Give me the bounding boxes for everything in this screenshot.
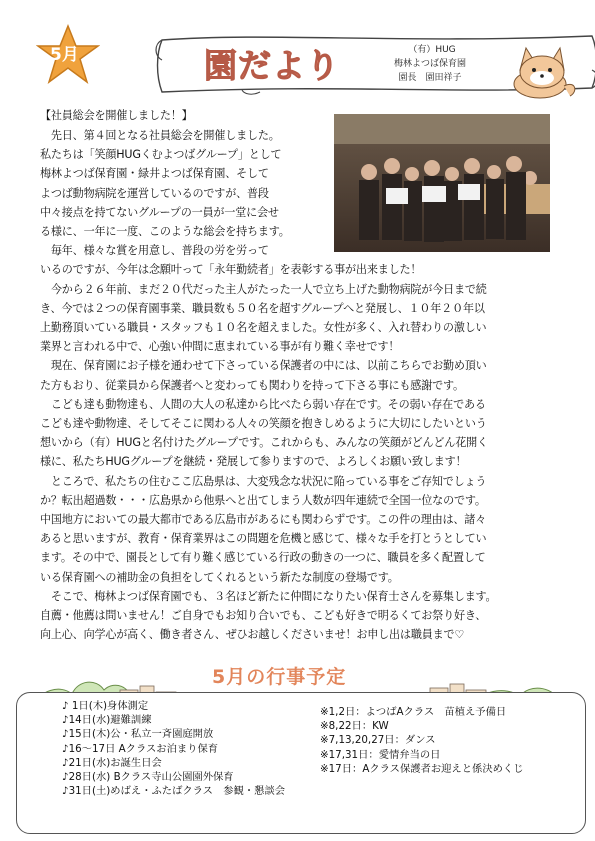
article-line: き、今では２つの保育園事業、職員数も５０名を超すグループへと発展し、１０年２０年以: [40, 301, 485, 315]
article-line: こども達も動物達も、人間の大人の私達から比べたら弱い存在です。その弱い存在である: [40, 397, 486, 411]
event-item: ♪28日(水) Bクラス寺山公園園外保育: [62, 771, 234, 783]
article-line: こども達や動物達、そしてそこに関わる人々の笑顔を抱きしめるように大切にしたいという: [40, 417, 487, 430]
event-item: ♪ 1日(木)身体測定: [62, 700, 149, 712]
article-line: ところで、私たちの住むここ広島県は、大変残念な状況に陥っている事をご存知でしょう: [40, 474, 487, 488]
article-line: 私たちは「笑顔HUGくむよつばグループ」として: [40, 148, 282, 162]
school-name: 梅林よつば保育園: [393, 59, 466, 69]
event-note: ※17日：Aクラス保護者お迎えと係決めくじ: [320, 762, 524, 775]
principal-name: 園長 園田祥子: [398, 73, 462, 83]
article-line: 業界と言われる中で、心強い仲間に恵まれている事が有り難く幸せです！: [40, 340, 400, 354]
article-heading: 【社員総会を開催しました！】: [40, 109, 193, 122]
newsletter-title: 園だより: [204, 46, 340, 85]
article-line: 毎年、様々な賞を用意し、普段の労を労って: [40, 244, 269, 258]
article-line: 向上心、向学心が高く、働き者さん、ぜひお越しくださいませ！お申し出は職員まで♡: [40, 628, 465, 642]
fox-icon: [500, 40, 580, 102]
article-line: か？転出超過数・・・広島県から他県へと出てしまう人数が四年連続で全国一位なのです。: [40, 493, 486, 507]
article-line: 今から２６年前、まだ２０代だった主人がたった一人で立ち上げた動物病院が今日まで続: [40, 282, 487, 296]
event-item: ♪14日(水)避難訓練: [62, 714, 152, 727]
article-line: 現在、保育園にお子様を通わせて下さっている保護者の中には、以前こちらでお勤め頂い: [40, 359, 487, 373]
photo-people: [334, 114, 550, 252]
article-line: そこで、梅林よつば保育園でも、３名ほど新たに仲間になりたい保育士さんを募集します。: [40, 589, 497, 603]
article-line: ます。その中で、園長として有り難く感じている行政の動きの一つに、職員を多く配置して: [40, 551, 486, 565]
event-note: ※7,13,20,27日：ダンス: [320, 734, 436, 747]
event-item: ♪21日(水)お誕生日会: [62, 756, 162, 769]
event-note: ※17,31日：愛情弁当の日: [320, 748, 441, 761]
article-line: 想いから（有）HUGと名付けたグループです。これからも、みんなの笑顔がどんどん花開く: [40, 436, 488, 450]
event-note: ※1,2日：よつばAクラス 苗植え予備日: [320, 706, 507, 718]
article-line: 様に、私たちHUGグループを継続・発展して参りますので、よろしくお願い致します！: [40, 455, 467, 469]
article-line: 自薦・他薦は問いません！ご自身でもお知り合いでも、こども好きで明るくてお祭り好き、: [40, 609, 487, 622]
article-line: 梅林よつば保育園・緑井よつば保育園、そして: [40, 167, 269, 181]
article-line: 中々接点を持てないグループの一員が一堂に会せ: [40, 205, 279, 219]
article-line: 先日、第４回となる社員総会を開催しました。: [40, 129, 280, 142]
article-line: いる保育園への補助金の負担をしてくれるという新たな制度の登場です。: [40, 570, 399, 584]
event-item: ♪16～17日 Aクラスお泊まり保育: [62, 742, 219, 755]
month-badge: 5月: [50, 45, 79, 65]
event-note: ※8,22日：KW: [320, 720, 389, 733]
org-name: （有）HUG: [408, 45, 456, 55]
article-line: 中国地方においての最大都市である広島市があるにも関わらずです。この件の理由は、諸々: [40, 513, 487, 526]
article-line: た方もおり、従業員から保護者へと変わっても関わりを持って下さる事にも感謝です。: [40, 378, 464, 392]
article-line: あると思いますが、教育・保育業界はこの問題を危機と感じて、様々な手を打とうとしてい: [40, 532, 487, 546]
article-line: いるのですが、今年は念願叶って「永年勤続者」を表彰する事が出来ました！: [40, 263, 422, 277]
events-title: 5月の行事予定: [212, 666, 347, 688]
article-line: る様に、一年に一度、このような総会を持ちます。: [40, 225, 290, 238]
event-item: ♪31日(土)めばえ・ふたばクラス 参観・懇談会: [62, 785, 286, 798]
header: [0, 0, 595, 105]
event-item: ♪15日(木)公・私立一斉園庭開放: [62, 728, 214, 741]
article-line: よつば動物病院を運営しているのですが、普段: [40, 186, 269, 200]
article-line: 上勤務頂いている職員・スタッフも１０名を超えました。女性が多く、入れ替わりの激しい: [40, 321, 487, 334]
